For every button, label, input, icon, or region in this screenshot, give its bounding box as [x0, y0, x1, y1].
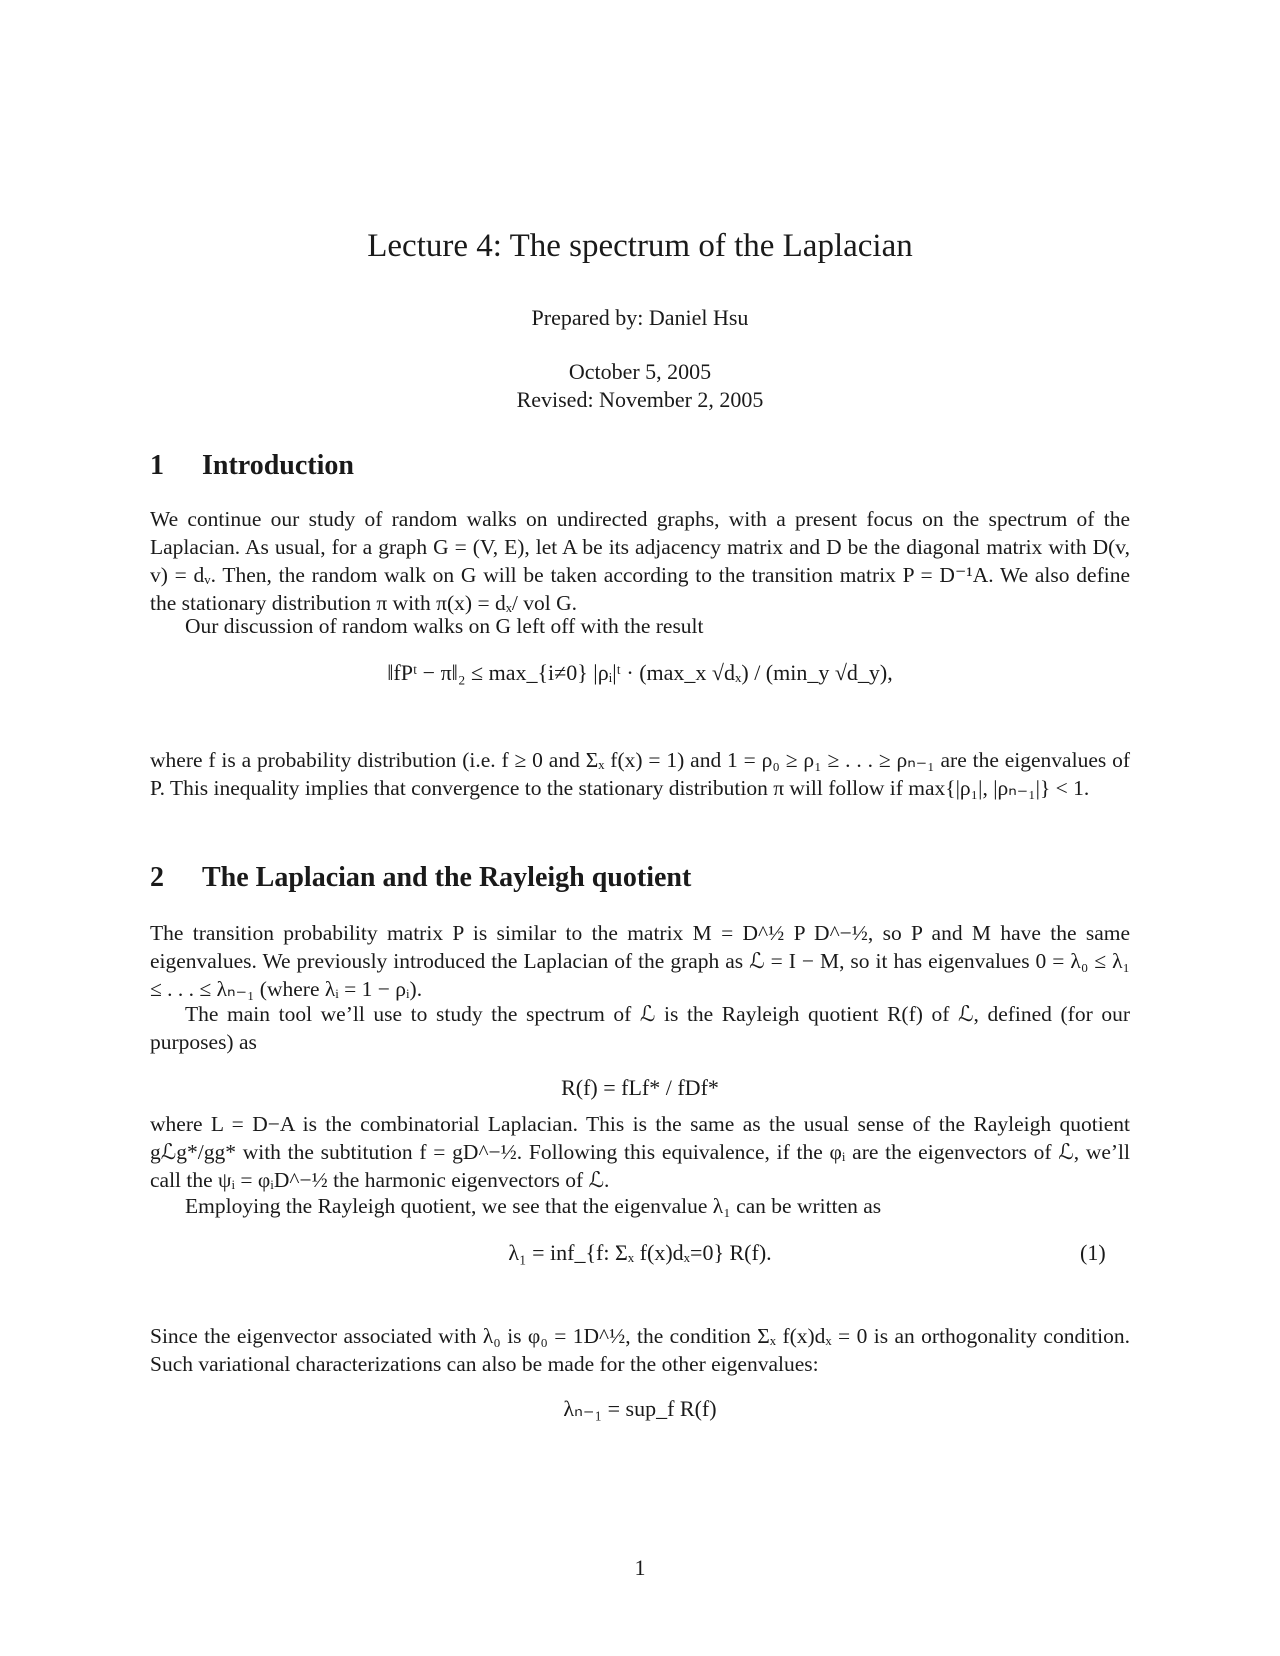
equation-lambda1: λ₁ = inf_{f: Σₓ f(x)dₓ=0} R(f). — [508, 1240, 772, 1265]
equation-rayleigh: R(f) = fLf* / fDf* — [561, 1075, 719, 1100]
paragraph-laplacian-3: where L = D−A is the combinatorial Laplacian. This is the same as the usual sense of the Rayleigh quotient gℒg*/gg* with the subtitution f = gD^−½. Following this equivalence, if the φᵢ are the eigenvectors of ℒ, we’ll call the ψᵢ = φᵢD^−½ the harmonic eigenvectors of ℒ. — [150, 1112, 1130, 1192]
paragraph-intro-3: where f is a probability distribution (i.e. f ≥ 0 and Σₓ f(x) = 1) and 1 = ρ₀ ≥ ρ₁ ≥ . . . ≥ ρₙ₋₁ are the eigenvalues of P. This inequality implies that convergence to the stationary distribution π will follow if max{|ρ₁|, |ρₙ₋₁|} < 1. — [150, 748, 1130, 800]
section-title: The Laplacian and the Rayleigh quotient — [202, 862, 692, 893]
page-number: 1 — [634, 1555, 646, 1580]
date-line: October 5, 2005 — [568, 359, 712, 384]
section-heading-2 — [150, 862, 691, 894]
equation-lambda-max: λₙ₋₁ = sup_f R(f) — [563, 1396, 717, 1421]
equation-number: (1) — [1080, 1240, 1106, 1265]
equation-convergence: ‖fPᵗ − π‖₂ ≤ max_{i≠0} |ρᵢ|ᵗ · (max_x √dₓ) / (min_y √d_y), — [387, 660, 893, 685]
section-number: 1 — [150, 450, 164, 481]
paragraph-intro-2: Our discussion of random walks on G left off with the result — [185, 614, 704, 638]
date-block — [0, 358, 1280, 414]
paragraph-laplacian-2: The main tool we’ll use to study the spectrum of ℒ is the Rayleigh quotient R(f) of ℒ, defined (for our purposes) as — [150, 1002, 1130, 1054]
revised-line: Revised: November 2, 2005 — [516, 387, 764, 412]
paragraph-laplacian-5: Since the eigenvector associated with λ₀ is φ₀ = 1D^½, the condition Σₓ f(x)dₓ = 0 is an orthogonality condition. Such variational characterizations can also be made for the other eigenvalues: — [150, 1324, 1130, 1376]
paragraph-intro-1: We continue our study of random walks on undirected graphs, with a present focus on the spectrum of the Laplacian. As usual, for a graph G = (V, E), let A be its adjacency matrix and D be the diagonal matrix with D(v, v) = dᵥ. Then, the random walk on G will be taken according to the transition matrix P = D⁻¹A. We also define the stationary distribution π with π(x) = dₓ/ vol G. — [150, 507, 1130, 615]
author-line: Prepared by: Daniel Hsu — [531, 305, 749, 330]
section-title: Introduction — [202, 450, 354, 481]
paper-title: Lecture 4: The spectrum of the Laplacian — [367, 228, 913, 264]
section-number: 2 — [150, 862, 164, 893]
paragraph-laplacian-4: Employing the Rayleigh quotient, we see that the eigenvalue λ₁ can be written as — [185, 1194, 882, 1218]
section-heading-1 — [150, 450, 354, 482]
paragraph-laplacian-1: The transition probability matrix P is similar to the matrix M = D^½ P D^−½, so P and M have the same eigenvalues. We previously introduced the Laplacian of the graph as ℒ = I − M, so it has eigenvalues 0 = λ₀ ≤ λ₁ ≤ . . . ≤ λₙ₋₁ (where λᵢ = 1 − ρᵢ). — [150, 921, 1130, 1001]
